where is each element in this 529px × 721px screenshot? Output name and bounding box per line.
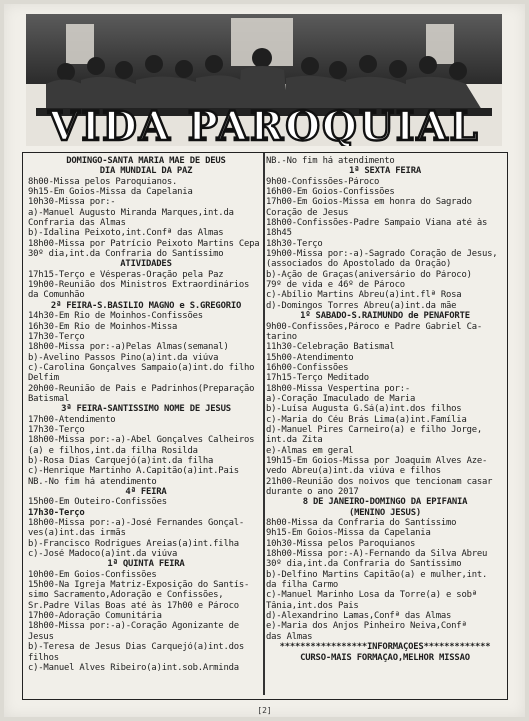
- schedule-line: 15h00-Atendimento: [266, 352, 354, 363]
- section-heading: 8 DE JANEIRO-DOMINGO DA EPIFANIA: [302, 497, 468, 508]
- schedule-line: b)-Idalina Peixoto,int.Confª das Almas: [28, 228, 224, 239]
- schedule-line: c)-Maria do Céu Brás Lima(a)int.Família: [266, 414, 467, 425]
- schedule-line: b)-Luísa Augusta G.Sá(a)int.dos filhos: [266, 404, 462, 415]
- schedule-line: 20h00-Reunião de Pais e Padrinhos(Preparação: [28, 383, 255, 394]
- page-number: [2]: [257, 706, 272, 715]
- header-banner: [26, 14, 502, 146]
- schedule-line: 15h00-Em Outeiro-Confissões: [28, 497, 167, 508]
- schedule-line: 17h30-Terço: [28, 424, 85, 435]
- section-heading: 4ª FEIRA: [125, 487, 167, 497]
- schedule-line: 8h00-Missa da Confraria do Santíssimo: [266, 518, 457, 529]
- schedule-line: 17h15-Terço e Vésperas-Oração pela Paz: [28, 269, 224, 280]
- schedule-line: Delfim: [28, 373, 59, 384]
- schedule-line: Confraria das Almas: [28, 218, 126, 229]
- schedule-line: 14h30-Em Rio de Moinhos-Confissões: [28, 311, 203, 322]
- schedule-line: a)-Coração Imaculado de Maria: [266, 393, 416, 404]
- schedule-line: 79º de vida e 46º de Pároco: [266, 280, 405, 291]
- schedule-line: 18h00-Missa por:-a)-Abel Gonçalves Calheiros: [28, 435, 255, 446]
- schedule-line: c)-Carolina Gonçalves Sampaio(a)int.do filho: [28, 362, 255, 373]
- section-heading: 1º SÁBADO-S.RAIMUNDO de PENAFORTE: [300, 311, 470, 322]
- schedule-line: Sr.Padre Vilas Boas até às 17h00 e Pároco: [28, 600, 239, 611]
- schedule-line: 9h00-Confissões-Pároco: [266, 176, 380, 187]
- schedule-line: 30º dia,int.da Confraria do Santíssimo: [266, 559, 462, 570]
- right-column: [266, 156, 504, 700]
- schedule-line: e)-Maria dos Anjos Pinheiro Neiva,Confª: [266, 621, 467, 632]
- schedule-line: 11h30-Celebração Batismal: [266, 342, 395, 353]
- schedule-line: 19h00-Reunião dos Ministros Extraordinários: [28, 280, 250, 291]
- schedule-line: 16h00-Confissões: [266, 362, 349, 373]
- schedule-line: 19h00-Missa por:-a)-Sagrado Coração de Jesus,: [266, 249, 498, 260]
- schedule-line: 9h00-Confissões,Pároco e Padre Gabriel Ca-: [266, 321, 483, 332]
- left-column: [28, 156, 264, 700]
- schedule-line: int.da Zita: [266, 435, 323, 446]
- schedule-line: e)-Almas em geral: [266, 445, 354, 456]
- schedule-line: 19h15-Em Goios-Missa por Joaquim Alves Aze-: [266, 455, 488, 466]
- schedule-line: b)-Ação de Graças(aniversário do Pároco): [266, 269, 472, 280]
- schedule-line: durante o ano 2017: [266, 487, 359, 497]
- schedule-line: 17h00-Em Goios-Missa em honra do Sagrado: [266, 197, 472, 208]
- schedule-line: b)-Francisco Rodrigues Areias(a)int.filha: [28, 538, 239, 549]
- schedule-line: 10h00-Em Goios-Confissões: [28, 569, 157, 580]
- schedule-line: Coração de Jesus: [266, 207, 349, 218]
- schedule-line: ves(a)int.das irmãs: [28, 528, 126, 539]
- schedule-line: 9h15-Em Goios-Missa da Capelania: [28, 187, 193, 198]
- schedule-line: 10h30-Missa pelos Paroquianos: [266, 538, 416, 549]
- schedule-line: 18h00-Missa Vespertina por:-: [266, 383, 411, 394]
- schedule-line: 18h30-Terço: [266, 238, 323, 249]
- schedule-line: c)-Henrique Martinho A.Capitão(a)int.Pais: [28, 466, 239, 477]
- section-heading: *****************INFORMAÇÕES*************: [279, 642, 491, 653]
- schedule-line: c)-Manuel Alves Ribeiro(a)int.sob.Arminda: [28, 662, 239, 673]
- section-heading: 1ª QUINTA FEIRA: [107, 559, 185, 570]
- schedule-line: 10h30-Missa por:-: [28, 197, 116, 208]
- schedule-line: d)-Domingos Torres Abreu(a)int.da mãe: [266, 300, 457, 311]
- section-heading: ATIVIDADES: [120, 259, 172, 270]
- section-heading: (MENINO JESUS): [348, 507, 421, 518]
- schedule-line: 18h00-Confissões-Padre Sampaio Viana até às: [266, 218, 488, 229]
- section-heading: DOMINGO-SANTA MARIA MÃE DE DEUS: [66, 156, 226, 166]
- schedule-line: 15h00-Na Igreja Matriz-Exposição do Santís-: [28, 580, 250, 591]
- schedule-line: (a) e filhos,int.da filha Rosilda: [28, 445, 198, 456]
- schedule-line: Batismal: [28, 393, 70, 404]
- schedule-line: 18h00-Missa por:-a)-José Fernandes Gonçal-: [28, 518, 245, 529]
- schedule-line: Tânia,int.dos Pais: [266, 600, 359, 611]
- schedule-line: 16h30-Em Rio de Moinhos-Missa: [28, 321, 178, 332]
- section-heading: CURSO-MAIS FORMAÇÃO,MELHOR MISSÃO: [300, 652, 470, 663]
- schedule-line: filhos: [28, 652, 59, 663]
- schedule-line: d)-Manuel Pires Carneiro(a) e filho Jorge,: [266, 424, 483, 435]
- schedule-line: 9h15-Em Goios-Missa da Capelania: [266, 528, 431, 539]
- banner-title: VIDA PAROQUIAL: [48, 103, 480, 146]
- schedule-line: 18h00-Missa por Patrício Peixoto Martins Cepa: [28, 238, 260, 249]
- schedule-line: NB.-No fim há atendimento: [28, 476, 157, 487]
- schedule-line: b)-Rosa Dias Carquejó(a)int.da filha: [28, 455, 214, 466]
- schedule-line: NB.-No fim há atendimento: [266, 156, 395, 166]
- schedule-line: 17h15-Terço Meditado: [266, 373, 369, 384]
- schedule-line: a)-Manuel Augusto Miranda Marques,int.da: [28, 207, 234, 218]
- schedule-line: da filha Carmo: [266, 580, 339, 591]
- schedule-line: (associados do Apostolado da Oração): [266, 259, 452, 270]
- schedule-line: tarino: [266, 331, 297, 342]
- schedule-line: vedo Abreu(a)int.da viúva e filhos: [266, 466, 441, 477]
- schedule-line: da Comunhão: [28, 290, 85, 301]
- section-heading: 2ª FEIRA-S.BASÍLIO MAGNO e S.GREGÓRIO: [50, 300, 242, 311]
- schedule-line: Jesus: [28, 631, 54, 642]
- schedule-line: c)-Abílio Martins Abreu(a)int.flª Rosa: [266, 290, 462, 301]
- schedule-line: c)-José Madoco(a)int.da viúva: [28, 549, 178, 560]
- schedule-line: 17h30-Terço: [28, 331, 85, 342]
- schedule-line: 18h00-Missa por:-a)-Coração Agonizante de: [28, 621, 239, 632]
- schedule-line: 18h00-Missa por:-a)Pelas Almas(semanal): [28, 342, 229, 353]
- section-heading: 1ª SEXTA FEIRA: [348, 166, 421, 177]
- schedule-line: 17h00-Adoração Comunitária: [28, 611, 162, 622]
- schedule-line: c)-Manuel Marinho Losa da Torre(a) e sobª: [266, 590, 477, 601]
- schedule-line: 18h00-Missa por:-A)-Fernando da Silva Abreu: [266, 549, 488, 560]
- schedule-line: 8h00-Missa pelos Paroquianos.: [28, 176, 178, 187]
- section-heading: 3ª FEIRA-SANTÍSSIMO NOME DE JESUS: [61, 404, 231, 415]
- schedule-line: das Almas: [266, 631, 313, 642]
- schedule-line: 17h30-Terço: [28, 507, 85, 518]
- schedule-line: simo Sacramento,Adoração e Confissões,: [28, 590, 224, 601]
- schedule-line: b)-Teresa de Jesus Dias Carquejó(a)int.dos: [28, 642, 245, 653]
- section-heading: DIA MUNDIAL DA PAZ: [99, 166, 193, 177]
- schedule-line: b)-Avelino Passos Pino(a)int.da viúva: [28, 352, 219, 363]
- schedule-line: 17h00-Atendimento: [28, 414, 116, 425]
- last-supper-illustration: [26, 14, 502, 146]
- schedule-line: d)-Alexandrino Lamas,Confª das Almas: [266, 611, 452, 622]
- schedule-line: 30º dia,int.da Confraria do Santíssimo: [28, 249, 224, 260]
- schedule-line: 18h45: [266, 228, 292, 239]
- schedule-line: 16h00-Em Goios-Confissões: [266, 187, 395, 198]
- schedule-line: 21h00-Reunião dos noivos que tencionam casar: [266, 476, 493, 487]
- schedule-line: b)-Delfino Martins Capitão(a) e mulher,int.: [266, 569, 488, 580]
